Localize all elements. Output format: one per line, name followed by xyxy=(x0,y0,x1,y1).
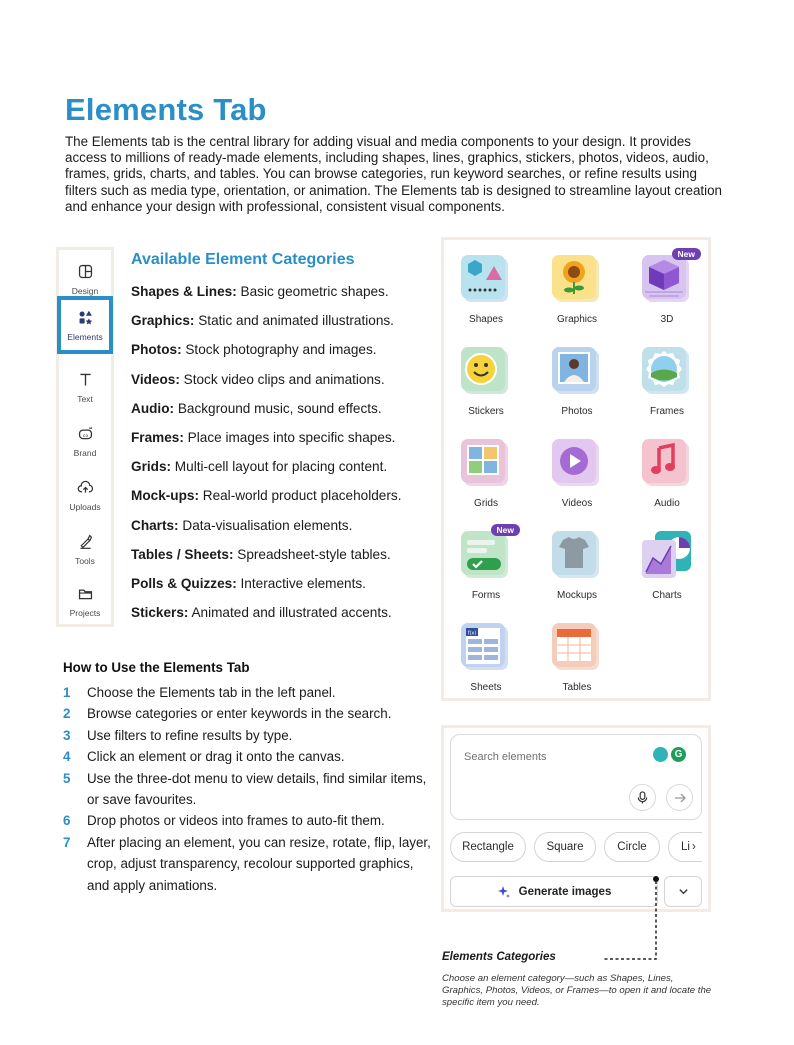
callout-title: Elements Categories xyxy=(442,951,556,963)
search-input[interactable] xyxy=(450,734,702,820)
tile-grids[interactable] xyxy=(446,426,526,518)
chevron-right-icon: › xyxy=(691,841,696,853)
grammarly-icon[interactable]: G xyxy=(671,747,686,762)
stickers-icon xyxy=(458,344,514,400)
list-item: Tables / Sheets: Spreadsheet-style tables. xyxy=(131,546,391,562)
sidebar-item-label: Text xyxy=(77,393,93,404)
graphics-icon xyxy=(549,252,605,308)
sheets-icon xyxy=(458,620,514,676)
list-item: Polls & Quizzes: Interactive elements. xyxy=(131,575,366,591)
svg-text:co: co xyxy=(82,433,88,439)
chip-rectangle[interactable]: Rectangle xyxy=(450,832,526,862)
search-panel xyxy=(441,725,711,912)
list-item: Charts: Data-visualisation elements. xyxy=(131,517,353,533)
sidebar-item-text[interactable] xyxy=(59,360,111,414)
tile-charts[interactable] xyxy=(627,518,707,610)
tile-label: Mockups xyxy=(556,590,597,601)
tile-label: Stickers xyxy=(468,406,504,417)
chip-circle[interactable]: Circle xyxy=(604,832,660,862)
sidebar-item-projects[interactable] xyxy=(59,574,111,628)
tile-photos[interactable] xyxy=(537,334,617,426)
sidebar-item-brand[interactable] xyxy=(59,414,111,468)
list-item: Graphics: Static and animated illustrations. xyxy=(131,313,394,329)
sidebar-item-label: Tools xyxy=(75,555,95,566)
charts-icon xyxy=(639,528,695,584)
callout-text: Choose an element category—such as Shapes, Lines, Graphics, Photos, Videos, or Frames—to open it and locate the specific item you need. xyxy=(442,973,712,1008)
videos-icon xyxy=(549,436,605,492)
tile-tables[interactable] xyxy=(537,610,617,702)
tile-label: Shapes xyxy=(469,314,503,325)
howto-title: How to Use the Elements Tab xyxy=(63,660,250,675)
uploads-icon xyxy=(77,479,94,496)
forms-icon xyxy=(458,528,514,584)
tile-label: Photos xyxy=(561,406,593,417)
tile-audio[interactable] xyxy=(627,426,707,518)
list-item: Videos: Stock video clips and animations. xyxy=(131,371,385,387)
callout-connector xyxy=(600,875,662,965)
step-item: 5 Use the three-dot menu to view details, find similar items, or save favourites. xyxy=(63,770,427,808)
list-item: Stickers: Animated and illustrated accents. xyxy=(131,605,392,621)
sidebar-item-label: Elements xyxy=(67,331,103,342)
arrow-right-icon xyxy=(674,792,686,804)
step-item: 6 Drop photos or videos into frames to auto-fit them. xyxy=(63,813,385,829)
page-title: Elements Tab xyxy=(65,92,267,127)
microphone-icon xyxy=(636,791,649,804)
chip-line[interactable]: Li › xyxy=(668,832,702,862)
grids-icon xyxy=(458,436,514,492)
step-item: 3 Use filters to refine results by type. xyxy=(63,727,293,743)
tile-label: Videos xyxy=(561,498,593,509)
sparkle-icon xyxy=(497,885,511,899)
tile-label: Charts xyxy=(652,590,682,601)
tile-stickers[interactable] xyxy=(446,334,526,426)
mockups-icon xyxy=(549,528,605,584)
sidebar-item-uploads[interactable] xyxy=(59,468,111,522)
tile-label: 3D xyxy=(660,314,674,325)
chip-square[interactable]: Square xyxy=(534,832,596,862)
sidebar-item-label: Uploads xyxy=(69,501,101,512)
tile-label: Frames xyxy=(650,406,684,417)
step-item: 2 Browse categories or enter keywords in the search. xyxy=(63,706,392,722)
tile-frames[interactable] xyxy=(627,334,707,426)
tile-shapes[interactable] xyxy=(446,242,526,334)
tile-3d[interactable] xyxy=(627,242,707,334)
list-item: Audio: Background music, sound effects. xyxy=(131,400,382,416)
categories-list xyxy=(131,284,441,634)
3d-icon xyxy=(639,252,695,308)
tile-label: Tables xyxy=(562,682,592,693)
search-placeholder: Search elements xyxy=(464,751,547,763)
frames-icon xyxy=(639,344,695,400)
projects-icon xyxy=(77,585,94,602)
categories-heading: Available Element Categories xyxy=(131,251,355,268)
audio-icon xyxy=(639,436,695,492)
brand-icon xyxy=(77,425,94,442)
shapes-icon xyxy=(458,252,514,308)
tile-label: Sheets xyxy=(470,682,502,693)
chevron-down-icon xyxy=(678,886,689,897)
left-sidebar xyxy=(56,247,114,627)
photos-icon xyxy=(549,344,605,400)
intro-paragraph: The Elements tab is the central library for adding visual and media components to your design. It provides access to millions of ready-made elements, including shapes, lines, graphics, stickers, photos, videos, audio, frames, grids, charts, and tables. You can browse categories, run keyword searches, or refine results using filters such as media type, orientation, or animation. The Elements tab is designed to streamline layout creation and enhance your design with professional, consistent visual components. xyxy=(65,134,722,214)
generate-options-dropdown[interactable] xyxy=(664,876,702,907)
tile-sheets[interactable] xyxy=(446,610,526,702)
list-item: Grids: Multi-cell layout for placing content. xyxy=(131,459,388,475)
submit-search-button[interactable] xyxy=(666,784,693,811)
design-icon xyxy=(77,263,94,280)
microphone-button[interactable] xyxy=(629,784,656,811)
tools-icon xyxy=(77,533,94,550)
list-item: Photos: Stock photography and images. xyxy=(131,342,377,358)
tile-label: Grids xyxy=(474,498,498,509)
tile-label: Graphics xyxy=(556,314,597,325)
sidebar-item-label: Design xyxy=(71,285,99,296)
sidebar-item-label: Projects xyxy=(69,607,101,618)
sidebar-item-label: Brand xyxy=(73,447,97,458)
tile-graphics[interactable] xyxy=(537,242,617,334)
step-item: 1 Choose the Elements tab in the left panel. xyxy=(63,685,336,700)
tile-forms[interactable] xyxy=(446,518,526,610)
text-icon xyxy=(77,371,94,388)
svg-text:f(x): f(x) xyxy=(467,630,477,637)
tile-mockups[interactable] xyxy=(537,518,617,610)
tables-icon xyxy=(549,620,605,676)
step-item: 4 Click an element or drag it onto the canvas. xyxy=(63,749,345,765)
sidebar-item-tools[interactable] xyxy=(59,522,111,576)
new-badge: New xyxy=(672,248,701,260)
tile-label: Forms xyxy=(471,590,501,601)
howto-steps xyxy=(63,682,433,896)
generate-images-button[interactable]: Generate images xyxy=(450,876,658,907)
new-badge: New xyxy=(491,524,520,536)
list-item: Shapes & Lines: Basic geometric shapes. xyxy=(131,284,389,299)
lightbulb-icon[interactable] xyxy=(653,747,668,762)
tile-label: Audio xyxy=(654,498,680,509)
sidebar-item-elements[interactable] xyxy=(57,296,113,354)
list-item: Frames: Place images into specific shapes. xyxy=(131,429,396,445)
elements-grid-panel xyxy=(441,237,711,701)
filter-chips xyxy=(450,832,702,864)
step-item: 7 After placing an element, you can resize, rotate, flip, layer, crop, adjust transparency, recolour supported graphics, and apply animations. xyxy=(63,834,431,893)
tile-videos[interactable] xyxy=(537,426,617,518)
list-item: Mock-ups: Real-world product placeholders. xyxy=(131,488,402,504)
elements-icon xyxy=(77,309,94,326)
